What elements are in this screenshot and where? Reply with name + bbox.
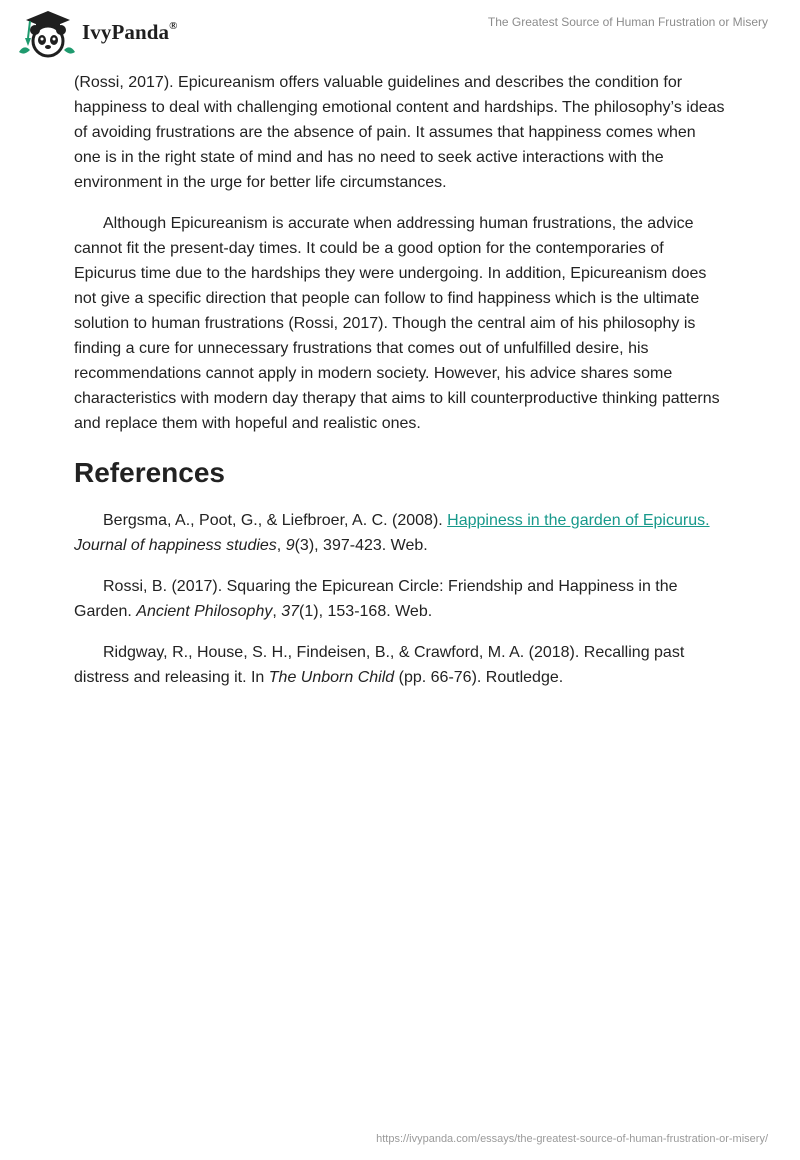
- reference-link[interactable]: Happiness in the garden of Epicurus.: [447, 512, 710, 529]
- footer-url[interactable]: https://ivypanda.com/essays/the-greatest-source-of-human-frustration-or-misery/: [376, 1133, 768, 1145]
- brand-name[interactable]: IvyPanda®: [82, 20, 178, 44]
- reference-item: Rossi, B. (2017). Squaring the Epicurean Circle: Friendship and Happiness in the Garden. Ancient Philosophy, 37(1), 153-168. Web.: [74, 578, 678, 620]
- document-title: The Greatest Source of Human Frustration or Misery: [487, 15, 768, 29]
- reference-item: Bergsma, A., Poot, G., & Liefbroer, A. C. (2008). Happiness in the garden of Epicurus. Journal of happiness studies, 9(3), 397-423. Web.: [74, 512, 710, 554]
- essay-content: [74, 70, 726, 706]
- references-heading: References: [74, 457, 225, 488]
- page-header: [0, 0, 800, 70]
- panda-logo-icon[interactable]: [16, 8, 78, 60]
- body-paragraph: Although Epicureanism is accurate when addressing human frustrations, the advice cannot fit the present-day times. It could be a good option for the contemporaries of Epicurus time due to the hardships they were undergoing. In addition, Epicureanism does not give a specific direction that people can follow to find happiness which is the ultimate solution to human frustrations (Rossi, 2017). Though the central aim of his philosophy is finding a cure for unnecessary frustrations that comes out of unfulfilled desire, his recommendations cannot apply in modern society. However, his advice shares some characteristics with modern day therapy that aims to kill counterproductive thinking patterns and replace them with hopeful and realistic ones.: [74, 215, 720, 432]
- reference-item: Ridgway, R., House, S. H., Findeisen, B., & Crawford, M. A. (2018). Recalling past distress and releasing it. In The Unborn Child (pp. 66-76). Routledge.: [74, 644, 685, 686]
- body-paragraph: (Rossi, 2017). Epicureanism offers valuable guidelines and describes the condition for happiness to deal with challenging emotional content and hardships. The philosophy’s ideas of avoiding frustrations are the absence of pain. It assumes that happiness comes when one is in the right state of mind and has no need to seek active interactions with the environment in the urge for better life circumstances.: [74, 74, 725, 191]
